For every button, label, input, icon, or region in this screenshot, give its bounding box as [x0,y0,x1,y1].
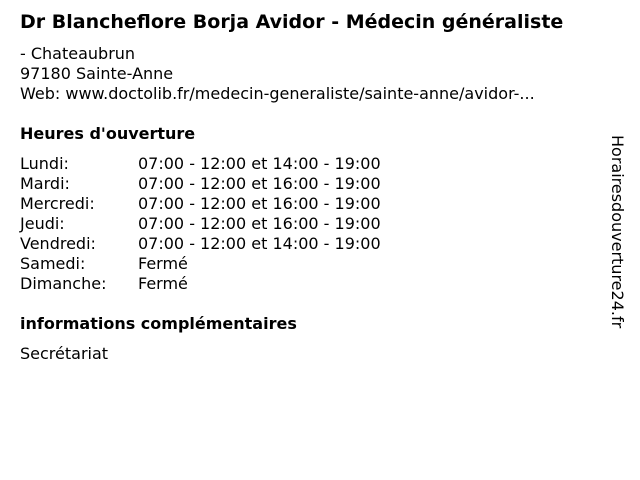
day-label: Vendredi: [20,234,96,253]
day-hours: 07:00 - 12:00 et 14:00 - 19:00 [138,234,381,253]
day-hours: Fermé [138,274,188,293]
day-hours: 07:00 - 12:00 et 16:00 - 19:00 [138,214,381,233]
address-block [20,44,535,104]
day-label: Lundi: [20,154,69,173]
additional-info-text: Secrétariat [20,344,109,363]
day-label: Mercredi: [20,194,95,213]
day-hours: Fermé [138,254,188,273]
page-title: Dr Blancheflore Borja Avidor - Médecin généraliste [20,11,564,33]
additional-info-heading: informations complémentaires [20,314,297,333]
site-watermark: Horairesdouverture24.fr [608,135,627,329]
day-hours: 07:00 - 12:00 et 16:00 - 19:00 [138,174,381,193]
day-label: Mardi: [20,174,70,193]
day-label: Jeudi: [20,214,65,233]
website-line: Web: www.doctolib.fr/medecin-generaliste/sainte-anne/avidor-... [20,84,535,103]
day-label: Samedi: [20,254,86,273]
day-label: Dimanche: [20,274,107,293]
day-hours: 07:00 - 12:00 et 14:00 - 19:00 [138,154,381,173]
day-hours: 07:00 - 12:00 et 16:00 - 19:00 [138,194,381,213]
address-street: - Chateaubrun [20,44,136,63]
hours-heading: Heures d'ouverture [20,124,196,143]
address-city: 97180 Sainte-Anne [20,64,174,83]
